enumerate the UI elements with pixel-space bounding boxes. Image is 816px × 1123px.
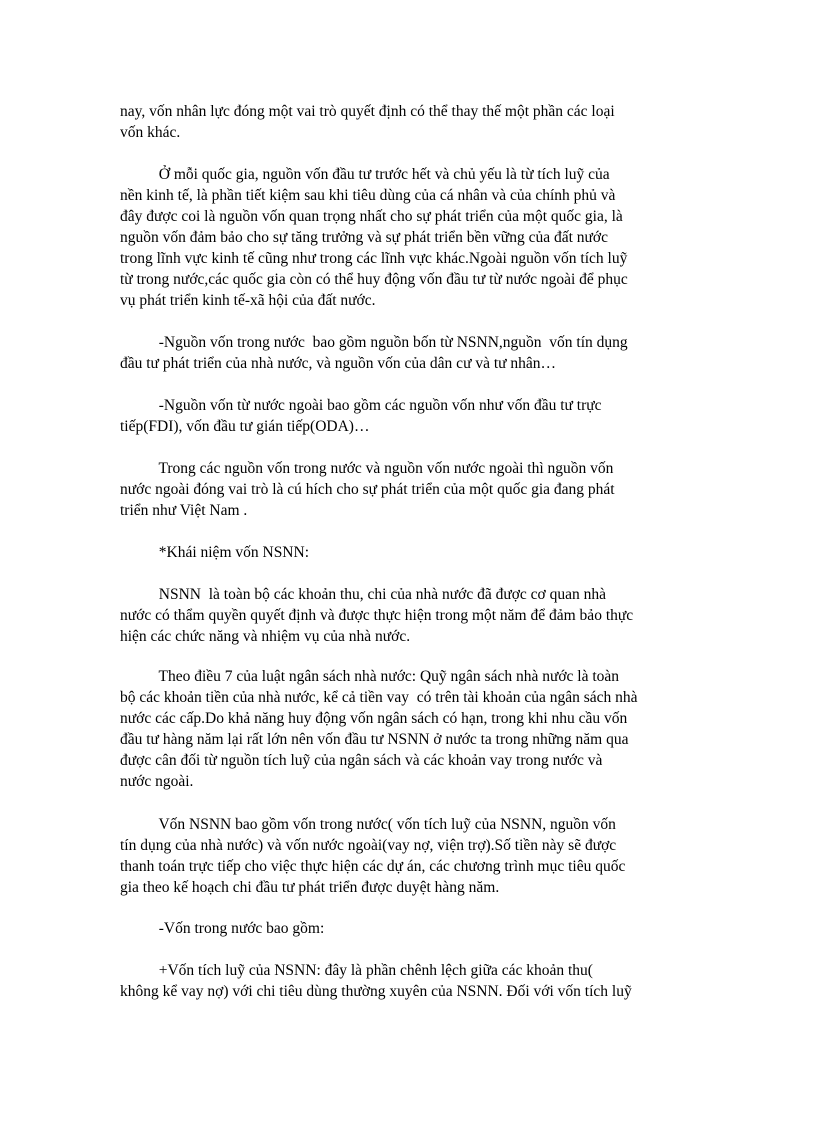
paragraph-nsnn-composition: [120, 814, 700, 898]
paragraph-human-capital: [120, 101, 700, 143]
text-line: triển như Việt Nam .: [120, 502, 248, 519]
text-line: nước ngoài.: [120, 773, 194, 790]
paragraph-foreign-sources: [120, 395, 700, 437]
paragraph-budget-law: [120, 666, 700, 792]
text-line: Ở mỗi quốc gia, nguồn vốn đầu tư trước hết và chủ yếu là từ tích luỹ của: [120, 166, 610, 183]
text-line: đầu tư hàng năm lại rất lớn nên vốn đầu tư NSNN ở nước ta trong những năm qua: [120, 731, 629, 748]
text-line: *Khái niệm vốn NSNN:: [120, 544, 310, 561]
text-line: hiện các chức năng và nhiệm vụ của nhà nước.: [120, 628, 411, 645]
paragraph-accumulated-capital: [120, 960, 700, 1002]
text-line: Trong các nguồn vốn trong nước và nguồn vốn nước ngoài thì nguồn vốn: [120, 460, 614, 477]
text-line: được cân đối từ nguồn tích luỹ của ngân sách và các khoản vay trong nước và: [120, 752, 603, 769]
paragraph-nsnn-definition: [120, 584, 700, 647]
text-line: nước ngoài đóng vai trò là cú hích cho sự phát triển của một quốc gia đang phát: [120, 481, 615, 498]
text-line: từ trong nước,các quốc gia còn có thể huy động vốn đầu tư từ nước ngoài để phục: [120, 271, 628, 288]
text-line: bộ các khoản tiền của nhà nước, kể cả tiền vay có trên tài khoản của ngân sách nhà: [120, 689, 638, 706]
paragraph-domestic-sources: [120, 332, 700, 374]
text-line: -Nguồn vốn trong nước bao gồm nguồn bốn từ NSNN,nguồn vốn tín dụng: [120, 334, 628, 351]
text-line: NSNN là toàn bộ các khoản thu, chi của nhà nước đã được cơ quan nhà: [120, 586, 607, 603]
text-line: Vốn NSNN bao gồm vốn trong nước( vốn tích luỹ của NSNN, nguồn vốn: [120, 816, 616, 833]
text-line: -Vốn trong nước bao gồm:: [120, 920, 325, 937]
paragraph-foreign-role: [120, 458, 700, 521]
text-line: đây được coi là nguồn vốn quan trọng nhất cho sự phát triển của một quốc gia, là: [120, 208, 623, 225]
text-line: nay, vốn nhân lực đóng một vai trò quyết định có thể thay thế một phần các loại: [120, 103, 615, 120]
text-line: nước có thẩm quyền quyết định và được thực hiện trong một năm để đảm bảo thực: [120, 607, 634, 624]
text-line: nước các cấp.Do khả năng huy động vốn ngân sách có hạn, trong khi nhu cầu vốn: [120, 710, 628, 727]
text-line: vốn khác.: [120, 124, 181, 141]
paragraph-domestic-capital-heading: [120, 918, 700, 939]
text-line: gia theo kế hoạch chi đầu tư phát triển được duyệt hàng năm.: [120, 879, 500, 896]
text-line: không kể vay nợ) với chi tiêu dùng thường xuyên của NSNN. Đối với vốn tích luỹ: [120, 983, 632, 1000]
text-line: tiếp(FDI), vốn đầu tư gián tiếp(ODA)…: [120, 418, 370, 435]
text-line: nguồn vốn đảm bảo cho sự tăng trưởng và sự phát triển bền vững của đất nước: [120, 229, 608, 246]
text-line: đầu tư phát triển của nhà nước, và nguồn vốn của dân cư và tư nhân…: [120, 355, 557, 372]
text-line: tín dụng của nhà nước) và vốn nước ngoài(vay nợ, viện trợ).Số tiền này sẽ được: [120, 837, 617, 854]
section-heading-nsnn-concept: [120, 542, 700, 563]
text-line: thanh toán trực tiếp cho việc thực hiện các dự án, các chương trình mục tiêu quốc: [120, 858, 626, 875]
text-line: +Vốn tích luỹ của NSNN: đây là phần chênh lệch giữa các khoản thu(: [120, 962, 593, 979]
text-line: Theo điều 7 của luật ngân sách nhà nước: Quỹ ngân sách nhà nước là toàn: [120, 668, 620, 685]
text-line: nền kinh tế, là phần tiết kiệm sau khi tiêu dùng của cá nhân và của chính phủ và: [120, 187, 616, 204]
paragraph-domestic-accumulation: [120, 164, 700, 311]
text-line: vụ phát triển kinh tế-xã hội của đất nước.: [120, 292, 376, 309]
text-line: -Nguồn vốn từ nước ngoài bao gồm các nguồn vốn như vốn đầu tư trực: [120, 397, 602, 414]
text-line: trong lĩnh vực kinh tế cũng như trong các lĩnh vực khác.Ngoài nguồn vốn tích luỹ: [120, 250, 628, 267]
